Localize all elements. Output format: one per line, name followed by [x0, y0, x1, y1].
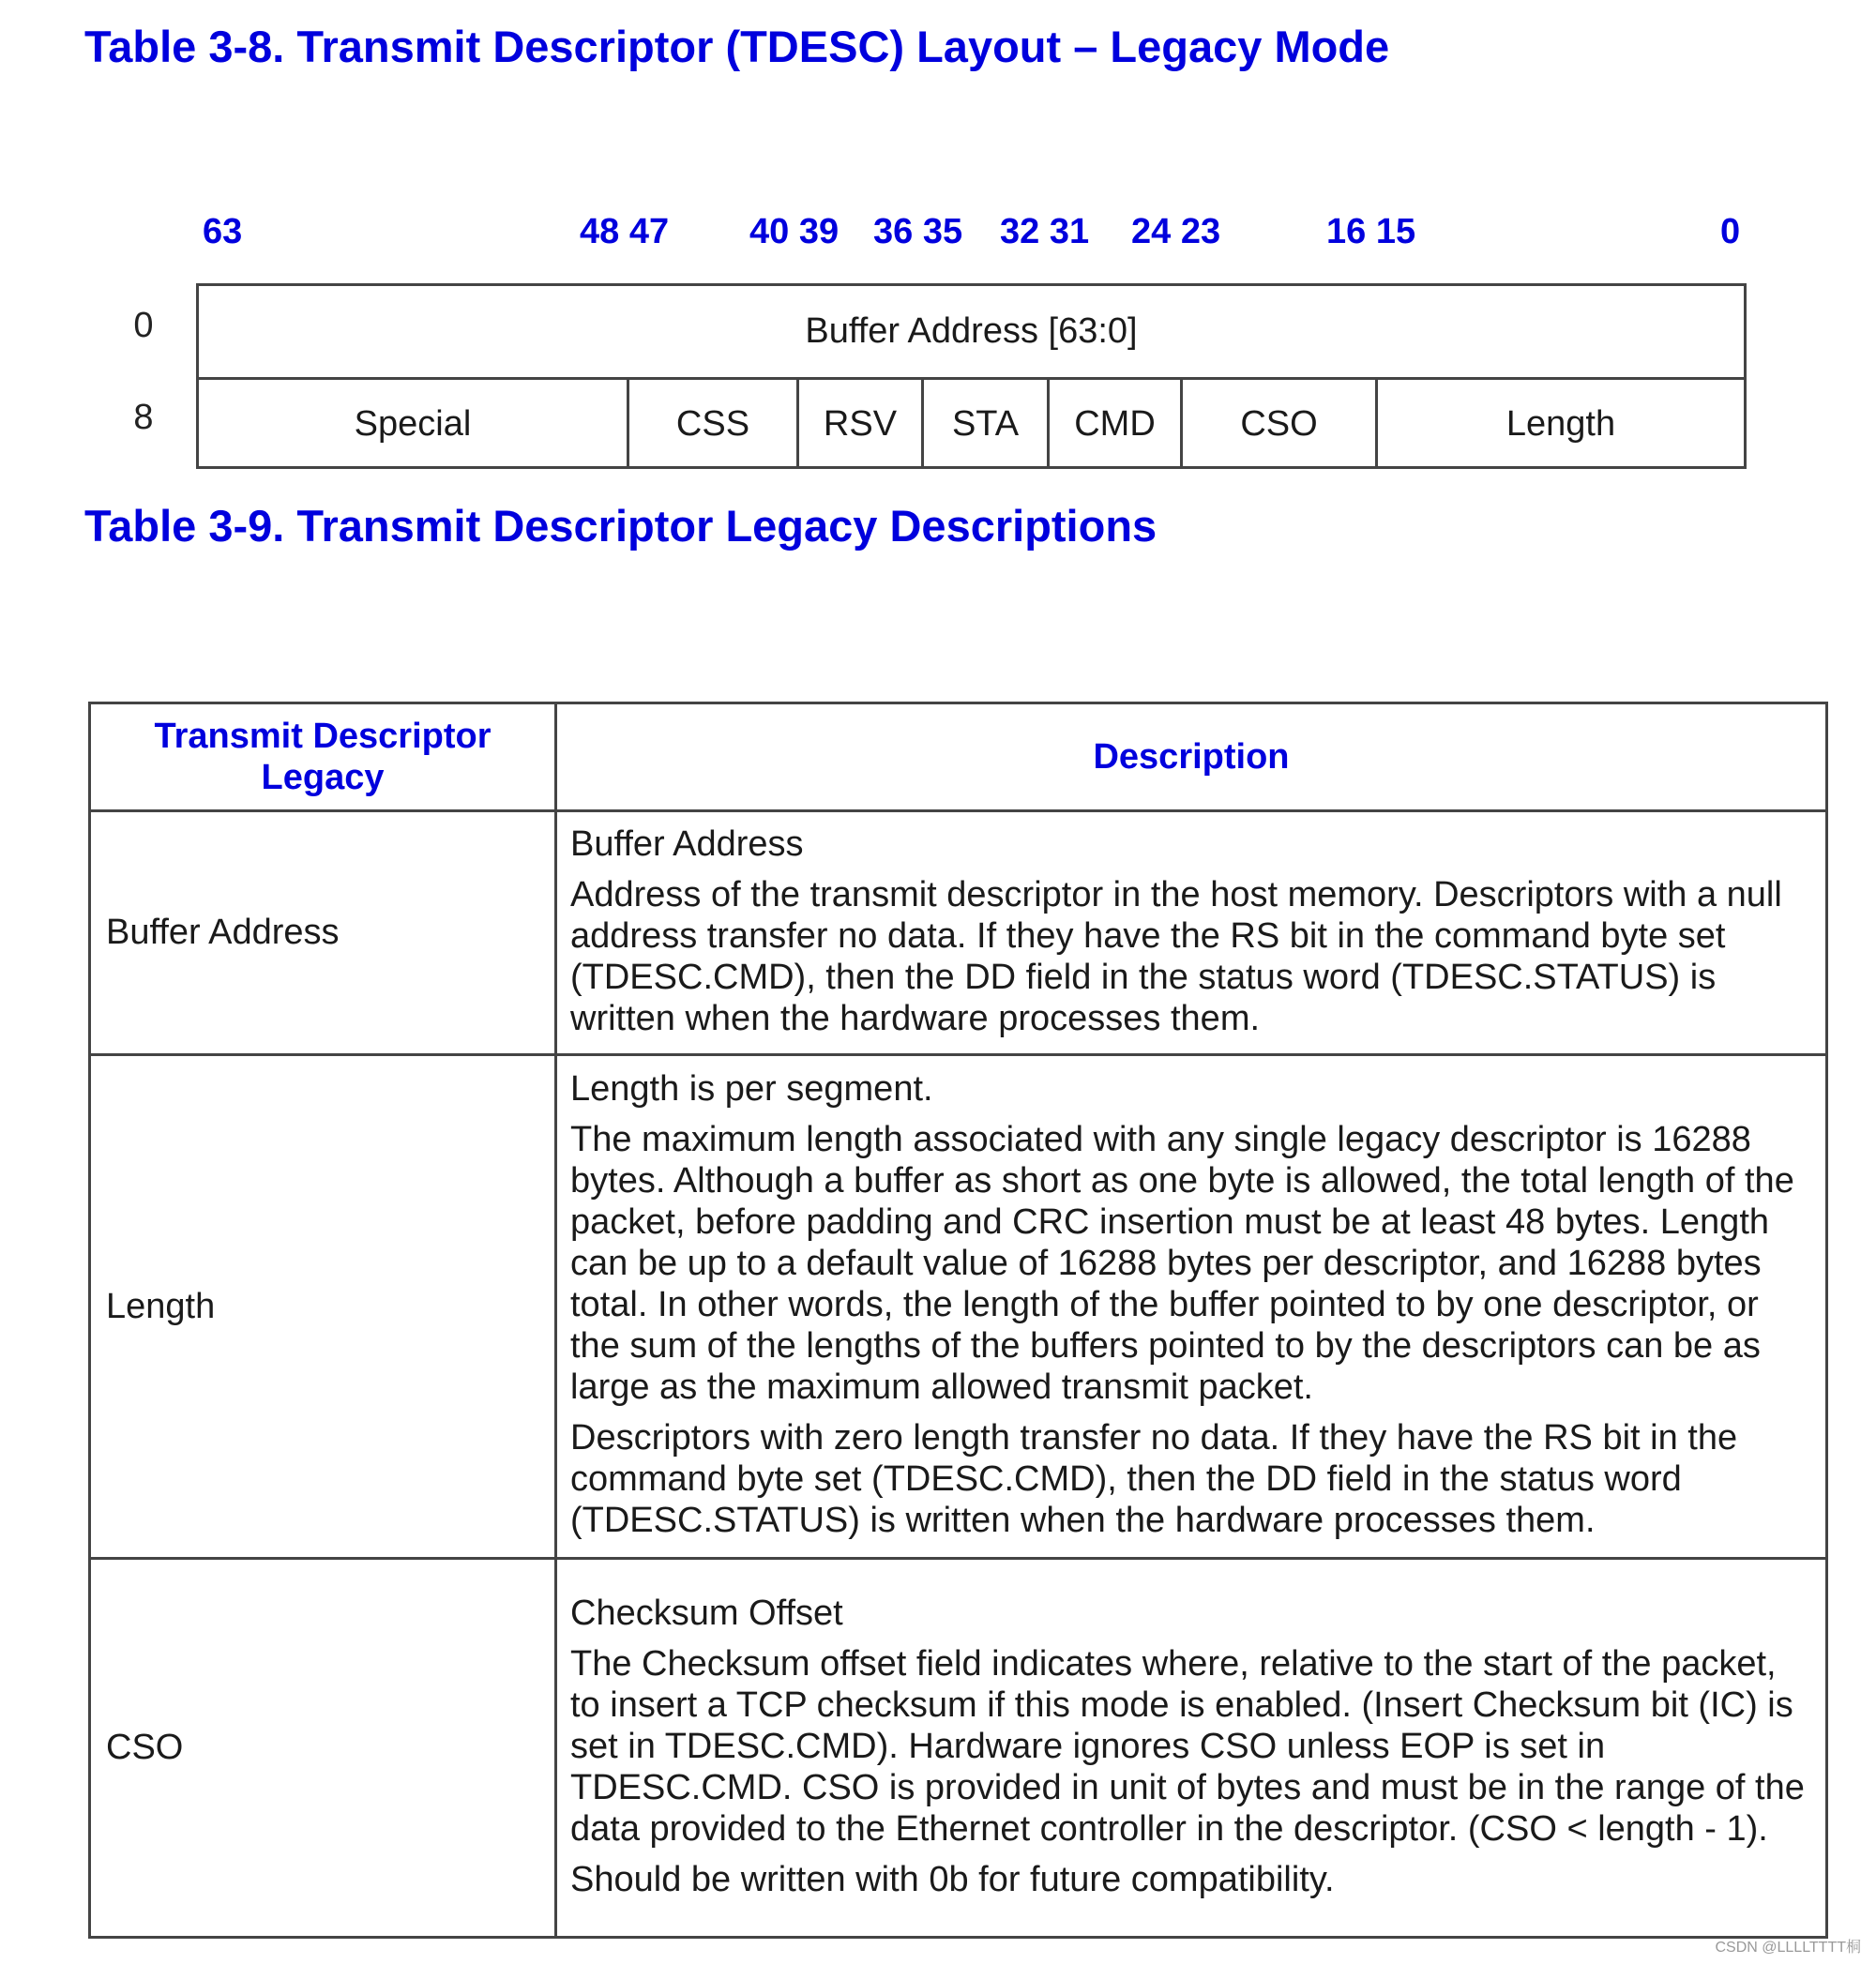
bit-label-0: 0	[1720, 212, 1741, 251]
row-name-buffer-address: Buffer Address	[90, 811, 556, 1055]
desc-paragraph: The maximum length associated with any single legacy descriptor is 16288 bytes. Although a buffer as short as one byte is allowed, the total length of the packet, before padding and CRC insertion must be at least 48 bytes. Length can be up to a default value of 16288 bytes per descriptor, and 16288 bytes total. In other words, the length of the buffer pointed to by one descriptor, or the sum of the lengths of the buffers pointed to by the descriptors can be as large as the maximum allowed transmit packet.	[570, 1120, 1794, 1407]
table-row	[90, 811, 1827, 1055]
field-special: Special	[199, 380, 629, 469]
table-row	[90, 1055, 1827, 1559]
row-desc-buffer-address	[556, 811, 1827, 1055]
desc-title: Length is per segment.	[570, 1069, 933, 1109]
header-transmit-descriptor-legacy: Transmit Descriptor Legacy	[90, 703, 556, 811]
bit-label-48-47: 48 47	[580, 212, 670, 251]
field-cmd: CMD	[1050, 380, 1183, 469]
field-sta: STA	[924, 380, 1050, 469]
descriptions-table	[88, 702, 1828, 1939]
bit-label-32-31: 32 31	[1000, 212, 1090, 251]
header-description: Description	[556, 703, 1827, 811]
desc-paragraph: Address of the transmit descriptor in the host memory. Descriptors with a null address transfer no data. If they have the RS bit in the command byte set (TDESC.CMD), then the DD field in the status word (TDESC.STATUS) is written when the hardware processes them.	[570, 874, 1782, 1038]
row-name-cso: CSO	[90, 1559, 556, 1938]
table-header-row	[90, 703, 1827, 811]
field-rsv: RSV	[799, 380, 924, 469]
row-offset-8: 8	[133, 398, 154, 437]
bit-label-16-15: 16 15	[1326, 212, 1416, 251]
bit-label-36-35: 36 35	[873, 212, 963, 251]
desc-title: Buffer Address	[570, 823, 804, 864]
bit-label-40-39: 40 39	[749, 212, 840, 251]
desc-paragraph: Should be written with 0b for future compatibility.	[570, 1859, 1335, 1899]
table-3-9-title: Table 3-9. Transmit Descriptor Legacy Descriptions	[84, 501, 1157, 551]
row-desc-cso	[556, 1559, 1827, 1938]
desc-paragraph: The Checksum offset field indicates where, relative to the start of the packet, to insert a TCP checksum if this mode is enabled. (Insert Checksum bit (IC) is set in TDESC.CMD). Hardware ignores CSO unless EOP is set in TDESC.CMD. CSO is provided in unit of bytes and must be in the range of the data provided to the Ethernet controller in the descriptor. (CSO < length - 1).	[570, 1643, 1805, 1849]
descriptor-layout-diagram	[196, 283, 1747, 469]
field-css: CSS	[629, 380, 799, 469]
bit-label-24-23: 24 23	[1131, 212, 1221, 251]
watermark: CSDN @LLLLTTTT桐	[1715, 1940, 1861, 1956]
desc-title: Checksum Offset	[570, 1593, 843, 1633]
field-buffer-address: Buffer Address [63:0]	[199, 286, 1744, 380]
field-length: Length	[1505, 404, 1616, 444]
desc-paragraph: Descriptors with zero length transfer no data. If they have the RS bit in the command byte set (TDESC.CMD), then the DD field in the status word (TDESC.STATUS) is written when the hardware processes them.	[570, 1418, 1738, 1540]
table-row	[90, 1559, 1827, 1938]
field-cso: CSO	[1183, 380, 1378, 469]
table-3-8-title: Table 3-8. Transmit Descriptor (TDESC) Layout – Legacy Mode	[84, 22, 1390, 71]
row-name-length: Length	[90, 1055, 556, 1559]
row-offset-0: 0	[133, 306, 154, 345]
row-desc-length	[556, 1055, 1827, 1559]
bit-label-63: 63	[203, 212, 243, 251]
